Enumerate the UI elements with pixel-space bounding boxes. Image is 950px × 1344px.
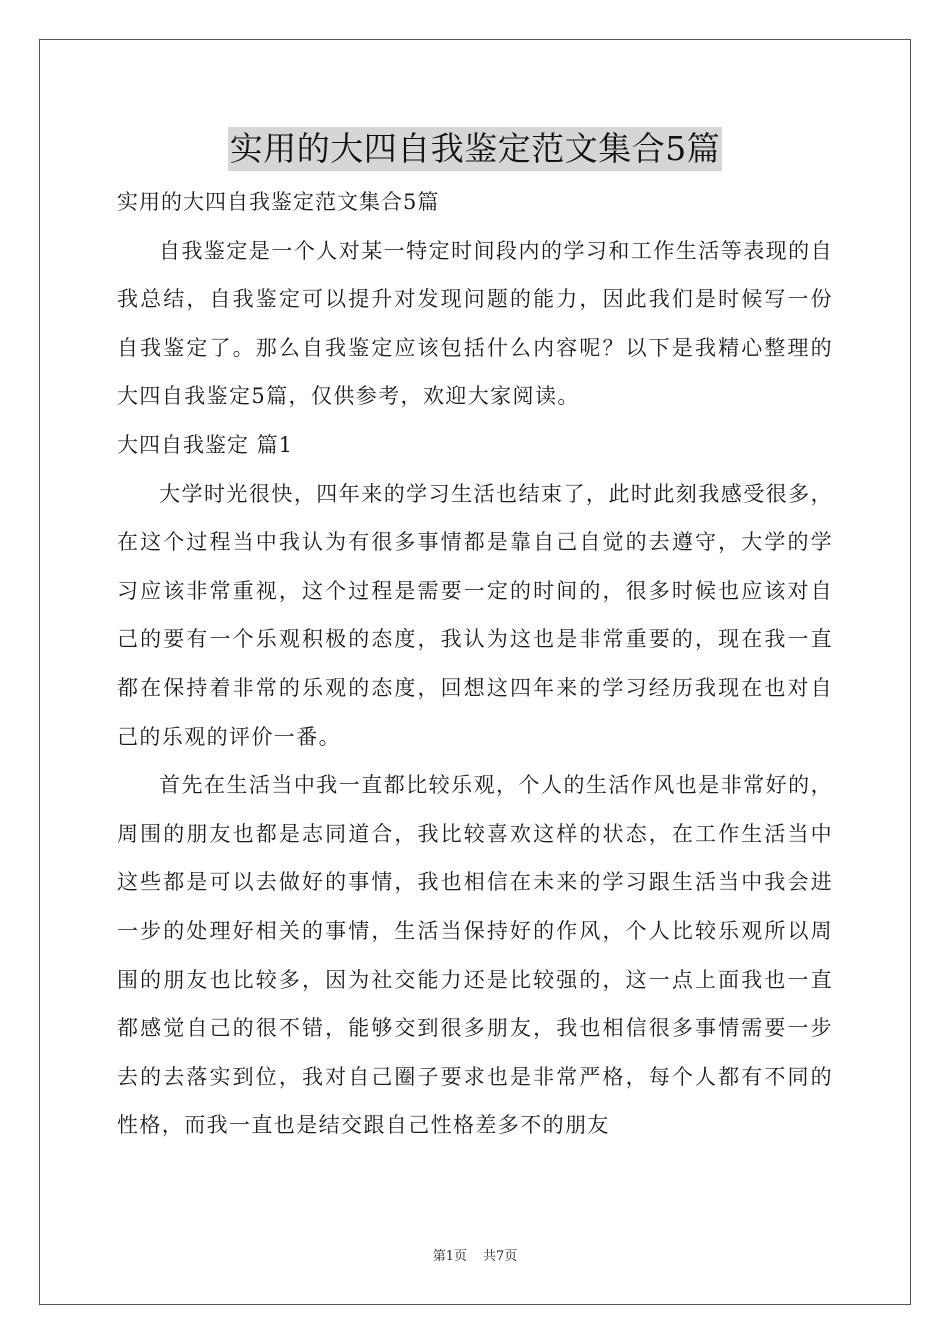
document-subtitle: 实用的大四自我鉴定范文集合5篇 xyxy=(117,190,440,214)
page-number-total: 共7页 xyxy=(483,1249,518,1264)
title-wrap xyxy=(0,127,950,171)
page-number-current: 第1页 xyxy=(432,1249,467,1264)
document-body xyxy=(117,178,833,1150)
page-footer xyxy=(0,1245,950,1264)
paragraph: 首先在生活当中我一直都比较乐观，个人的生活作风也是非常好的，周围的朋友也都是志同道合，我比较喜欢这样的状态，在工作生活当中这些都是可以去做好的事情，我也相信在未来的学习跟生活当中我会进一步的处理好相关的事情，生活当保持好的作风，个人比较乐观所以周围的朋友也比较多，因为社交能力还是比较强的，这一点上面我也一直都感觉自己的很不错，能够交到很多朋友，我也相信很多事情需要一步去的去落实到位，我对自己圈子要求也是非常严格，每个人都有不同的性格，而我一直也是结交跟自己性格差多不的朋友 xyxy=(117,773,833,1138)
section-heading: 大四自我鉴定 篇1 xyxy=(117,432,294,457)
document-title: 实用的大四自我鉴定范文集合5篇 xyxy=(228,127,723,171)
paragraph: 大学时光很快，四年来的学习生活也结束了，此时此刻我感受很多，在这个过程当中我认为有很多事情都是靠自己自觉的去遵守，大学的学习应该非常重视，这个过程是需要一定的时间的，很多时候也应该对自己的要有一个乐观积极的态度，我认为这也是非常重要的，现在我一直都在保持着非常的乐观的态度，回想这四年来的学习经历我现在也对自己的乐观的评价一番。 xyxy=(117,481,833,749)
paragraph-intro: 自我鉴定是一个人对某一特定时间段内的学习和工作生活等表现的自我总结，自我鉴定可以提升对发现问题的能力，因此我们是时候写一份自我鉴定了。那么自我鉴定应该包括什么内容呢？以下是我精心整理的大四自我鉴定5篇，仅供参考，欢迎大家阅读。 xyxy=(117,238,833,409)
